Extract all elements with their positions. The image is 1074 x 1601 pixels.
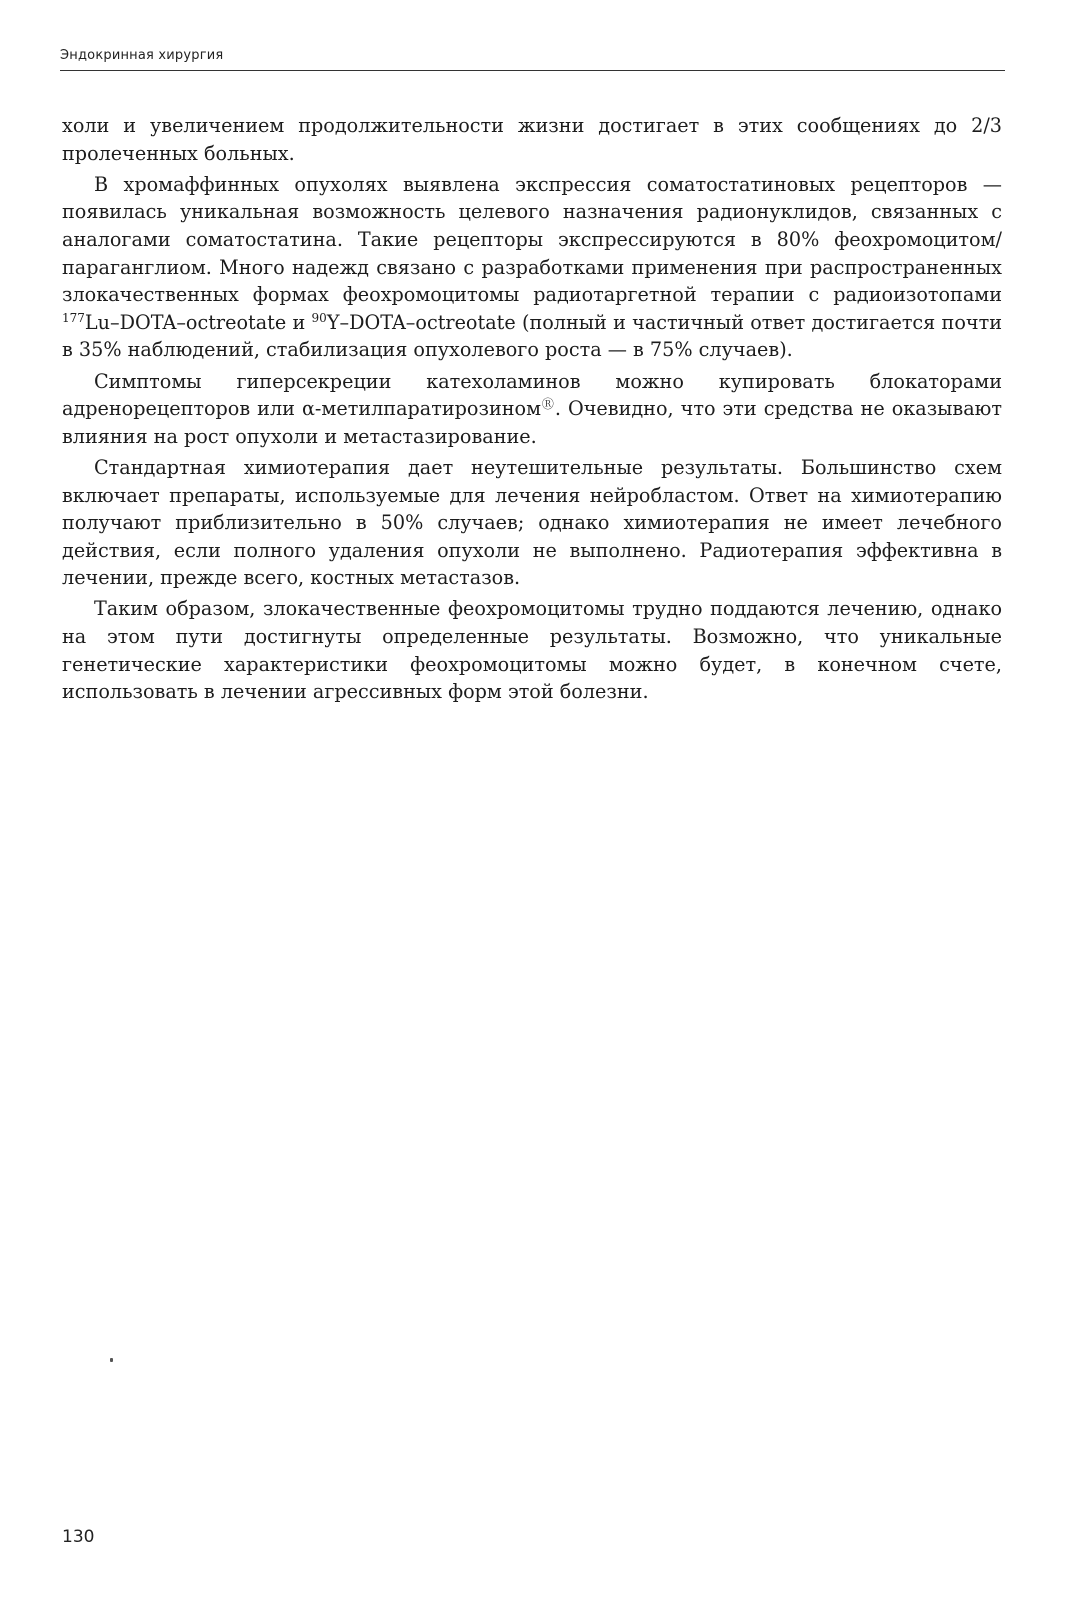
paragraph-3-text-b: . Очевидно, что эти средства не оказывают влияния на рост опухоли и метастазирование. xyxy=(62,397,1002,448)
scan-speck xyxy=(110,1358,113,1362)
paragraph-5: Таким образом, злокачественные феохромоцитомы трудно поддаются лечению, однако на этом пути достигнуты определенные результаты. Возможно, что уникальные генетические характеристики феохромоцитомы можно будет, в конечном счете, использовать в лечении агрессивных форм этой болезни. xyxy=(62,597,1002,704)
running-header-title: Эндокринная хирургия xyxy=(60,48,224,63)
paragraph-1: холи и увеличением продолжительности жизни достигает в этих сообщениях до 2/3 пролеченных больных. xyxy=(62,114,1002,165)
isotope-mass-lu: 177 xyxy=(62,310,85,325)
paragraph-3 xyxy=(62,368,1002,451)
paragraph-2-text-a: В хромаффинных опухолях выявлена экспрессия соматостатиновых рецепторов — появилась уникальная возможность целевого назначения радионуклидов, связанных с аналогами соматостатина. Такие рецепторы экспрессируются в 80% феохромоцитом/параганглиом. Много надежд связано с разработками применения при распространенных злокачественных формах феохромоцитомы радиотаргетной терапии с радиоизотопами xyxy=(62,172,1002,307)
isotope-mass-y: 90 xyxy=(311,310,327,325)
body-text xyxy=(62,112,1002,709)
running-header xyxy=(60,46,1005,66)
page-number: 130 xyxy=(62,1527,95,1547)
header-rule xyxy=(60,70,1005,71)
paragraph-4: Стандартная химиотерапия дает неутешительные результаты. Большинство схем включает препараты, используемые для лечения нейробластом. Ответ на химиотерапию получают приблизительно в 50% случаев; однако химиотерапия не имеет лечебного действия, если полного удаления опухоли не выполнено. Радиотерапия эффективна в лечении, прежде всего, костных метастазов. xyxy=(62,455,1002,590)
paragraph-2-text-c: Y–DOTA–octreotate (полный и частичный ответ достигается почти в 35% наблюдений, стабилизация опухолевого роста — в 75% случаев). xyxy=(62,310,1002,362)
paragraph-2 xyxy=(62,171,1002,364)
paragraph-3-text-a: Симптомы гиперсекреции катехоламинов можно купировать блокаторами адренорецепторов или α-метилпаратирозином xyxy=(62,369,1002,421)
paragraph-2-text-b: Lu–DOTA–octreotate и xyxy=(84,310,312,334)
registered-mark-icon: Ⓡ xyxy=(541,397,555,412)
